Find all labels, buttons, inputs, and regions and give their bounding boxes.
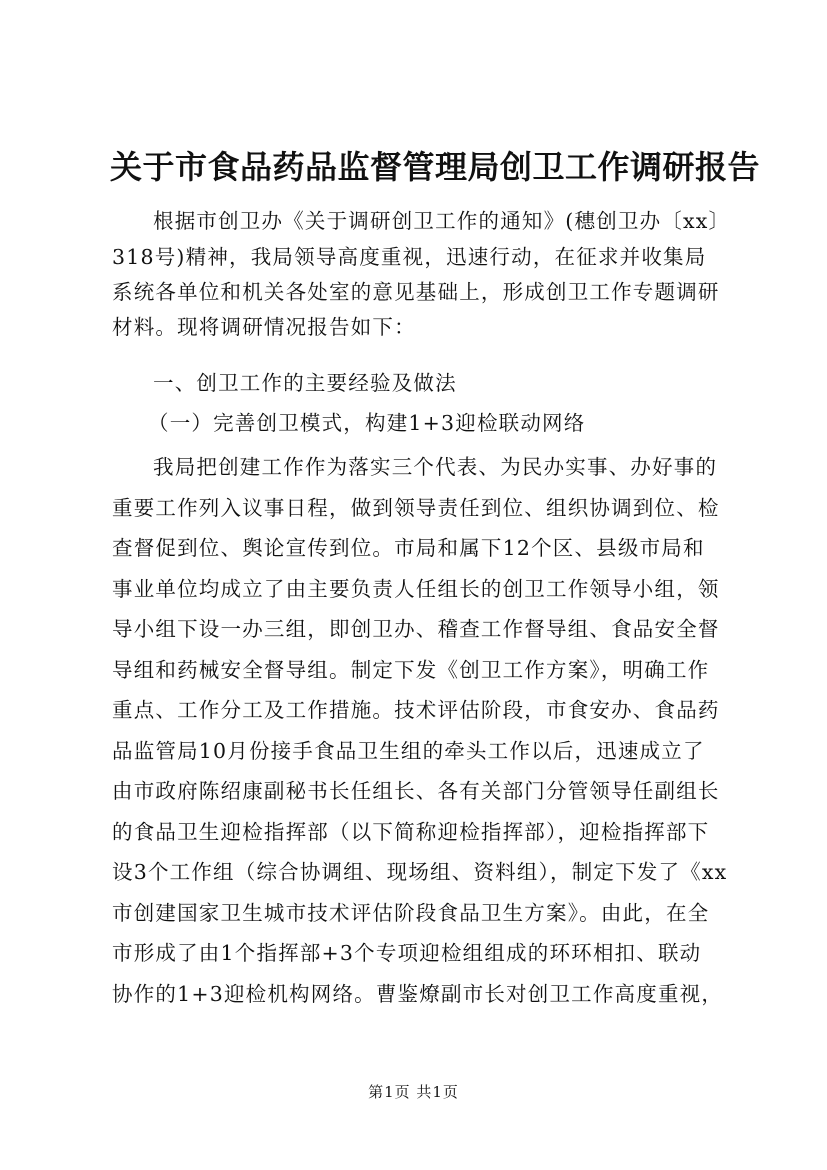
body-line: 的食品卫生迎检指挥部（以下简称迎检指挥部），迎检指挥部下 (112, 820, 710, 844)
body-line: 根据市创卫办《关于调研创卫工作的通知》(穗创卫办〔xx〕 (153, 209, 731, 233)
body-line: 重要工作列入议事日程，做到领导责任到位、组织协调到位、检 (112, 496, 720, 520)
body-line: 由市政府陈绍康副秘书长任组长、各有关部门分管领导任副组长 (112, 779, 720, 803)
page-number: 第1页 共1页 (368, 1083, 459, 1101)
subsection-heading: （一）完善创卫模式，构建1+3迎检联动网络 (148, 411, 586, 435)
body-line: 查督促到位、舆论宣传到位。市局和属下12个区、县级市局和 (112, 536, 705, 560)
document-title: 关于市食品药品监督管理局创卫工作调研报告 (110, 148, 761, 186)
body-line: 品监管局10月份接手食品卫生组的牵头工作以后，迅速成立了 (112, 739, 705, 763)
body-line: 导组和药械安全督导组。制定下发《创卫工作方案》，明确工作 (112, 658, 710, 682)
body-line: 市形成了由1个指挥部+3个专项迎检组组成的环环相扣、联动 (112, 941, 702, 965)
body-line: 协作的1+3迎检机构网络。曹鉴燎副市长对创卫工作高度重视， (112, 982, 724, 1006)
section-heading: 一、创卫工作的主要经验及做法 (153, 371, 457, 395)
body-line: 导小组下设一办三组，即创卫办、稽查工作督导组、食品安全督 (112, 617, 720, 641)
body-line: 材料。现将调研情况报告如下： (112, 315, 416, 339)
body-line: 系统各单位和机关各处室的意见基础上，形成创卫工作专题调研 (112, 280, 720, 304)
body-line: 318号)精神，我局领导高度重视，迅速行动，在征求并收集局 (112, 245, 707, 269)
body-line: 设3个工作组（综合协调组、现场组、资料组），制定下发了《xx (112, 860, 728, 884)
body-line: 事业单位均成立了由主要负责人任组长的创卫工作领导小组，领 (112, 577, 720, 601)
body-line: 我局把创建工作作为落实三个代表、为民办实事、办好事的 (153, 455, 718, 479)
body-line: 重点、工作分工及工作措施。技术评估阶段，市食安办、食品药 (112, 698, 720, 722)
body-line: 市创建国家卫生城市技术评估阶段食品卫生方案》。由此，在全 (112, 901, 710, 925)
